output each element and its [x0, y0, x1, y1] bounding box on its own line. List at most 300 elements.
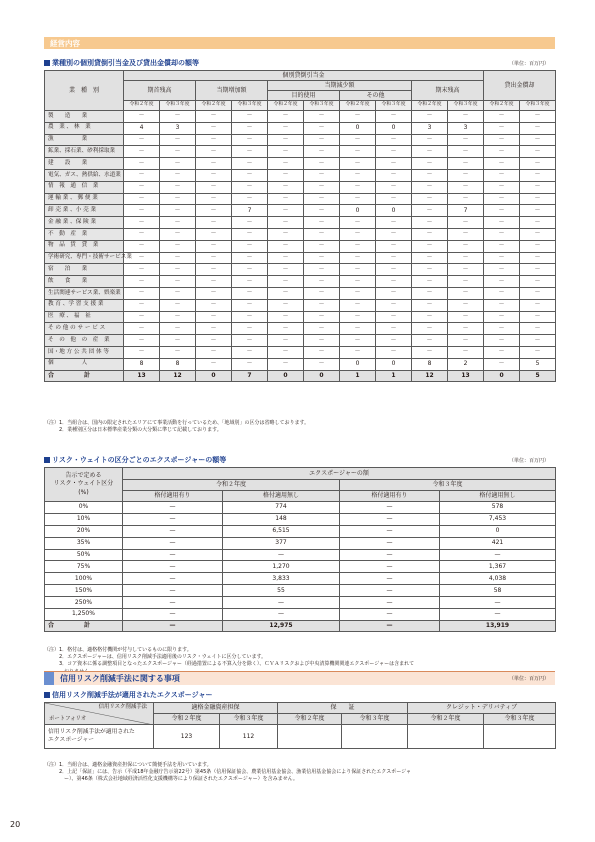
value-cell: 7 [232, 205, 268, 217]
value-cell: － [484, 122, 520, 134]
value-cell: － [484, 276, 520, 288]
value-cell: － [520, 276, 556, 288]
value-cell: － [412, 205, 448, 217]
value-cell: － [124, 228, 160, 240]
total-value: 0 [196, 370, 232, 381]
value-cell: － [376, 193, 412, 205]
value-cell: － [268, 193, 304, 205]
value-cell: － [268, 122, 304, 134]
value-cell: － [124, 134, 160, 146]
note-line: 2．業種別区分は日本標準産業分類の大分類に準じて記載しております。 [44, 427, 222, 434]
industry-name: 農 業 、 林 業 [45, 122, 124, 134]
value-cell: － [484, 264, 520, 276]
value-cell: － [340, 287, 376, 299]
value-cell [342, 725, 408, 749]
value-cell: － [340, 134, 376, 146]
header-r2: 令和２年度 [278, 714, 342, 725]
value-cell: 8 [412, 358, 448, 370]
total-value: — [340, 620, 440, 631]
value-cell: － [268, 158, 304, 170]
table-row [45, 264, 556, 276]
value-cell: － [160, 264, 196, 276]
note-line: （注）1．当組合は、適格金融資産担保について簡便手法を用いています。 [44, 762, 212, 768]
value-cell: － [124, 323, 160, 335]
value-cell: — [340, 502, 440, 514]
table-row [45, 276, 556, 288]
value-cell: － [124, 311, 160, 323]
value-cell: － [304, 122, 340, 134]
value-cell: — [340, 597, 440, 609]
value-cell: － [484, 217, 520, 229]
value-cell: — [223, 597, 340, 609]
value-cell: － [412, 264, 448, 276]
value-cell: － [232, 264, 268, 276]
value-cell: － [304, 134, 340, 146]
value-cell: － [340, 158, 376, 170]
value-cell: － [340, 335, 376, 347]
industry-name: 個 人 [45, 358, 124, 370]
industry-name: 金 融 業 、保 険 業 [45, 217, 124, 229]
value-cell: － [160, 240, 196, 252]
value-cell: － [340, 264, 376, 276]
value-cell: — [340, 561, 440, 573]
value-cell: － [304, 181, 340, 193]
value-cell: － [340, 228, 376, 240]
value-cell: 0 [340, 358, 376, 370]
table-row [45, 240, 556, 252]
header-other: その他 [340, 91, 412, 101]
value-cell: — [340, 549, 440, 561]
value-cell: — [340, 573, 440, 585]
total-value: 13 [124, 370, 160, 381]
value-cell: － [196, 299, 232, 311]
value-cell: 4 [124, 122, 160, 134]
value-cell: — [223, 609, 340, 621]
value-cell: － [520, 335, 556, 347]
value-cell: 58 [440, 585, 556, 597]
industry-name: そ の 他 の 産 業 [45, 335, 124, 347]
value-cell: － [196, 323, 232, 335]
value-cell: － [196, 240, 232, 252]
value-cell: － [304, 240, 340, 252]
value-cell: － [520, 205, 556, 217]
mitigation-notes [44, 762, 411, 784]
value-cell: － [520, 158, 556, 170]
value-cell: － [160, 146, 196, 158]
value-cell: 377 [223, 537, 340, 549]
value-cell: － [484, 169, 520, 181]
value-cell: － [304, 323, 340, 335]
header-specific-allowance: 個別貸倒引当金 [124, 71, 484, 81]
note-line: 2．エクスポージャーは、信用リスク削減手法適用後のリスク・ウェイトに区分しています。 [44, 654, 267, 661]
value-cell: － [268, 287, 304, 299]
value-cell: 421 [440, 537, 556, 549]
value-cell: － [376, 252, 412, 264]
value-cell: － [124, 346, 160, 358]
industry-name: 国・地 方 公 共 団 体 等 [45, 346, 124, 358]
value-cell: － [448, 323, 484, 335]
value-cell: — [340, 513, 440, 525]
value-cell: － [412, 323, 448, 335]
mitigation-table [44, 702, 556, 749]
value-cell: 774 [223, 502, 340, 514]
risk-weight-label: 75% [45, 561, 123, 573]
value-cell: － [124, 240, 160, 252]
value-cell: 55 [223, 585, 340, 597]
value-cell: － [304, 169, 340, 181]
value-cell: － [160, 134, 196, 146]
value-cell: － [448, 299, 484, 311]
table-row [45, 146, 556, 158]
square-bullet-icon [44, 457, 50, 463]
industry-name: 物 品 賃 貸 業 [45, 240, 124, 252]
value-cell: － [340, 252, 376, 264]
industry-name: 教 育 、学 習 支 援 業 [45, 299, 124, 311]
value-cell: － [484, 205, 520, 217]
risk-weight-table-unit: （単位：百万円） [509, 458, 550, 464]
value-cell: － [196, 181, 232, 193]
value-cell: － [196, 346, 232, 358]
value-cell: － [232, 311, 268, 323]
industry-name: 卸 売 業 、小 売 業 [45, 205, 124, 217]
table-row [45, 158, 556, 170]
table-row [45, 358, 556, 370]
value-cell: 0 [340, 205, 376, 217]
value-cell: － [484, 158, 520, 170]
value-cell: － [196, 311, 232, 323]
value-cell: － [232, 111, 268, 123]
value-cell: — [123, 585, 223, 597]
value-cell: － [304, 193, 340, 205]
total-value: 12 [160, 370, 196, 381]
value-cell: 112 [220, 725, 278, 749]
credit-risk-mitigation-heading: 信用リスク削減手法に関する事項 [60, 674, 180, 683]
total-label: 合 計 [45, 370, 124, 381]
value-cell: － [268, 169, 304, 181]
risk-weight-label: 100% [45, 573, 123, 585]
table-row [45, 537, 556, 549]
table-row [45, 323, 556, 335]
value-cell: － [124, 252, 160, 264]
table-row [45, 205, 556, 217]
value-cell: — [340, 585, 440, 597]
industry-name: 飲 食 業 [45, 276, 124, 288]
value-cell: － [196, 169, 232, 181]
value-cell: － [196, 276, 232, 288]
header-fy-r3: 令和３年度 [340, 480, 556, 491]
value-cell: － [484, 193, 520, 205]
industry-name: 医 療 、 福 祉 [45, 311, 124, 323]
value-cell: － [376, 299, 412, 311]
value-cell: － [160, 181, 196, 193]
value-cell: － [376, 134, 412, 146]
industry-name: 宿 泊 業 [45, 264, 124, 276]
value-cell: － [376, 228, 412, 240]
value-cell: － [304, 217, 340, 229]
risk-weight-table-title: リスク・ウェイトの区分ごとのエクスポージャーの額等 [44, 455, 226, 465]
value-cell: － [196, 205, 232, 217]
value-cell: － [196, 358, 232, 370]
table-row [45, 502, 556, 514]
value-cell: － [484, 252, 520, 264]
industry-name: 運 輸 業 、 郵 便 業 [45, 193, 124, 205]
value-cell: － [268, 276, 304, 288]
table-row [45, 346, 556, 358]
value-cell: － [484, 240, 520, 252]
value-cell: － [340, 240, 376, 252]
industry-table-notes [44, 420, 309, 434]
value-cell: － [160, 276, 196, 288]
table-row [45, 335, 556, 347]
total-value: 5 [520, 370, 556, 381]
credit-risk-mitigation-band [44, 671, 555, 685]
value-cell: － [304, 111, 340, 123]
value-cell: － [268, 228, 304, 240]
total-value: 0 [304, 370, 340, 381]
value-cell: － [232, 181, 268, 193]
note-line: （注）1．格付は、適格格付機関が付与しているものに限ります。 [44, 647, 192, 653]
header-fy-r2: 令和２年度 [124, 101, 160, 111]
value-cell: － [340, 311, 376, 323]
value-cell: － [268, 146, 304, 158]
table-row [45, 193, 556, 205]
table-row [45, 573, 556, 585]
value-cell: － [448, 311, 484, 323]
value-cell: － [160, 299, 196, 311]
risk-weight-label: 20% [45, 525, 123, 537]
value-cell: － [520, 169, 556, 181]
value-cell: － [484, 134, 520, 146]
value-cell: － [376, 335, 412, 347]
diag-top-label: 信用リスク削減手法 [98, 704, 147, 710]
section-header-label: 経営内容 [50, 39, 80, 48]
header-unrated: 格付適用無し [440, 491, 556, 502]
value-cell: － [268, 252, 304, 264]
value-cell: － [520, 193, 556, 205]
value-cell: － [268, 346, 304, 358]
value-cell: － [304, 252, 340, 264]
note-line: 2．上記「保証」には、告示（平成18年金融庁告示第22号）第45条（信用保証協会、農業信用基金協会、漁業信用基金協会により保証されたエクスポージャ [44, 769, 412, 776]
header-opening-balance: 期首残高 [124, 81, 196, 101]
value-cell: 4,038 [440, 573, 556, 585]
value-cell: － [376, 346, 412, 358]
value-cell: — [123, 573, 223, 585]
risk-weight-table [44, 467, 556, 632]
risk-weight-label: 50% [45, 549, 123, 561]
value-cell: 3,833 [223, 573, 340, 585]
value-cell: － [412, 169, 448, 181]
value-cell: － [520, 134, 556, 146]
value-cell: － [520, 146, 556, 158]
value-cell: － [520, 228, 556, 240]
value-cell: － [484, 287, 520, 299]
value-cell: — [340, 609, 440, 621]
square-bullet-icon [44, 60, 50, 66]
value-cell: － [448, 335, 484, 347]
value-cell: － [232, 240, 268, 252]
value-cell: － [412, 111, 448, 123]
value-cell: － [232, 134, 268, 146]
value-cell: － [376, 169, 412, 181]
value-cell: － [484, 111, 520, 123]
value-cell: － [304, 158, 340, 170]
value-cell: － [376, 287, 412, 299]
value-cell: － [232, 158, 268, 170]
value-cell: － [448, 169, 484, 181]
value-cell: － [412, 217, 448, 229]
value-cell: － [448, 228, 484, 240]
value-cell: 0 [440, 525, 556, 537]
diag-bottom-label: ポートフォリオ [49, 715, 87, 722]
value-cell: － [412, 276, 448, 288]
value-cell: － [160, 158, 196, 170]
value-cell: － [196, 111, 232, 123]
header-credit-derivative: クレジット・デリバティブ [408, 703, 556, 714]
total-value: 13 [448, 370, 484, 381]
value-cell: － [340, 323, 376, 335]
value-cell: － [160, 252, 196, 264]
value-cell: － [376, 217, 412, 229]
header-fy-r2: 令和２年度 [268, 101, 304, 111]
total-value: 0 [484, 370, 520, 381]
value-cell: － [124, 287, 160, 299]
value-cell: － [304, 346, 340, 358]
industry-name: 不 動 産 業 [45, 228, 124, 240]
table-row [45, 217, 556, 229]
value-cell: — [340, 525, 440, 537]
value-cell: － [376, 311, 412, 323]
industry-name: 電気、ガス、熱供給、水道業 [45, 169, 124, 181]
value-cell: 148 [223, 513, 340, 525]
value-cell: 6,515 [223, 525, 340, 537]
header-guarantee: 保 証 [278, 703, 408, 714]
value-cell: － [412, 252, 448, 264]
value-cell: － [448, 111, 484, 123]
value-cell: － [232, 287, 268, 299]
value-cell: — [123, 513, 223, 525]
value-cell: － [412, 181, 448, 193]
risk-weight-label: 150% [45, 585, 123, 597]
table-row [45, 299, 556, 311]
value-cell: － [448, 146, 484, 158]
value-cell: － [412, 228, 448, 240]
page-number: 20 [10, 820, 21, 829]
value-cell: － [160, 323, 196, 335]
industry-name: 製 造 業 [45, 111, 124, 123]
value-cell: － [160, 311, 196, 323]
table-row [45, 169, 556, 181]
header-exposure-amount: エクスポージャーの額 [123, 468, 556, 480]
table-row [45, 111, 556, 123]
industry-name: 情 報 通 信 業 [45, 181, 124, 193]
total-row [45, 370, 556, 381]
value-cell: － [304, 228, 340, 240]
value-cell: － [160, 169, 196, 181]
value-cell: － [124, 158, 160, 170]
header-fy-r3: 令和３年度 [232, 101, 268, 111]
header-r3: 令和３年度 [484, 714, 556, 725]
value-cell: － [232, 193, 268, 205]
total-value: 0 [268, 370, 304, 381]
value-cell: － [268, 240, 304, 252]
value-cell: － [376, 276, 412, 288]
value-cell: － [520, 299, 556, 311]
value-cell: － [124, 181, 160, 193]
value-cell: － [448, 287, 484, 299]
value-cell: － [520, 122, 556, 134]
value-cell: － [304, 335, 340, 347]
value-cell: － [232, 299, 268, 311]
value-cell: － [448, 276, 484, 288]
value-cell: 7 [448, 205, 484, 217]
risk-weight-label: 250% [45, 597, 123, 609]
value-cell: － [376, 264, 412, 276]
header-fy-r3: 令和３年度 [448, 101, 484, 111]
total-value: 12,975 [223, 620, 340, 631]
mitigation-row-label: 信用リスク削減手法が適用された エクスポージャー [45, 725, 154, 749]
value-cell: － [448, 264, 484, 276]
diagonal-header-cell [45, 703, 154, 725]
value-cell: － [268, 323, 304, 335]
table-row [45, 287, 556, 299]
value-cell [408, 725, 484, 749]
value-cell: － [340, 146, 376, 158]
value-cell: — [223, 549, 340, 561]
header-unrated: 格付適用無し [223, 491, 340, 502]
value-cell: － [520, 240, 556, 252]
mitigation-table-title: 信用リスク削減手法が適用されたエクスポージャー [44, 690, 213, 700]
value-cell: － [160, 287, 196, 299]
value-cell: － [268, 134, 304, 146]
value-cell: － [304, 311, 340, 323]
industry-name: 学術研究、専門・技術サービス業 [45, 252, 124, 264]
risk-weight-label: 0% [45, 502, 123, 514]
value-cell: 8 [160, 358, 196, 370]
value-cell: － [268, 181, 304, 193]
value-cell: — [440, 597, 556, 609]
value-cell: — [440, 549, 556, 561]
value-cell: － [196, 217, 232, 229]
table-row [45, 228, 556, 240]
value-cell: － [304, 264, 340, 276]
value-cell: － [412, 287, 448, 299]
note-line: ー）、第46条（株式会社地域経済活性化支援機構等により保証されたエクスポージャー）を含みません。 [44, 776, 298, 783]
value-cell: － [196, 134, 232, 146]
value-cell: － [412, 335, 448, 347]
value-cell: － [520, 252, 556, 264]
value-cell: － [232, 228, 268, 240]
value-cell: － [232, 122, 268, 134]
header-fy-r2: 令和２年度 [484, 101, 520, 111]
value-cell: － [268, 264, 304, 276]
value-cell: － [268, 111, 304, 123]
total-value: 13,919 [440, 620, 556, 631]
header-fy-r2: 令和２年度 [340, 101, 376, 111]
table-row [45, 122, 556, 134]
value-cell: 1,367 [440, 561, 556, 573]
value-cell: 3 [448, 122, 484, 134]
value-cell: － [340, 111, 376, 123]
value-cell: － [448, 193, 484, 205]
value-cell: － [196, 252, 232, 264]
value-cell: － [196, 158, 232, 170]
value-cell: － [520, 311, 556, 323]
value-cell: － [160, 217, 196, 229]
value-cell: － [232, 346, 268, 358]
value-cell: － [484, 335, 520, 347]
value-cell: — [440, 609, 556, 621]
value-cell: － [232, 276, 268, 288]
